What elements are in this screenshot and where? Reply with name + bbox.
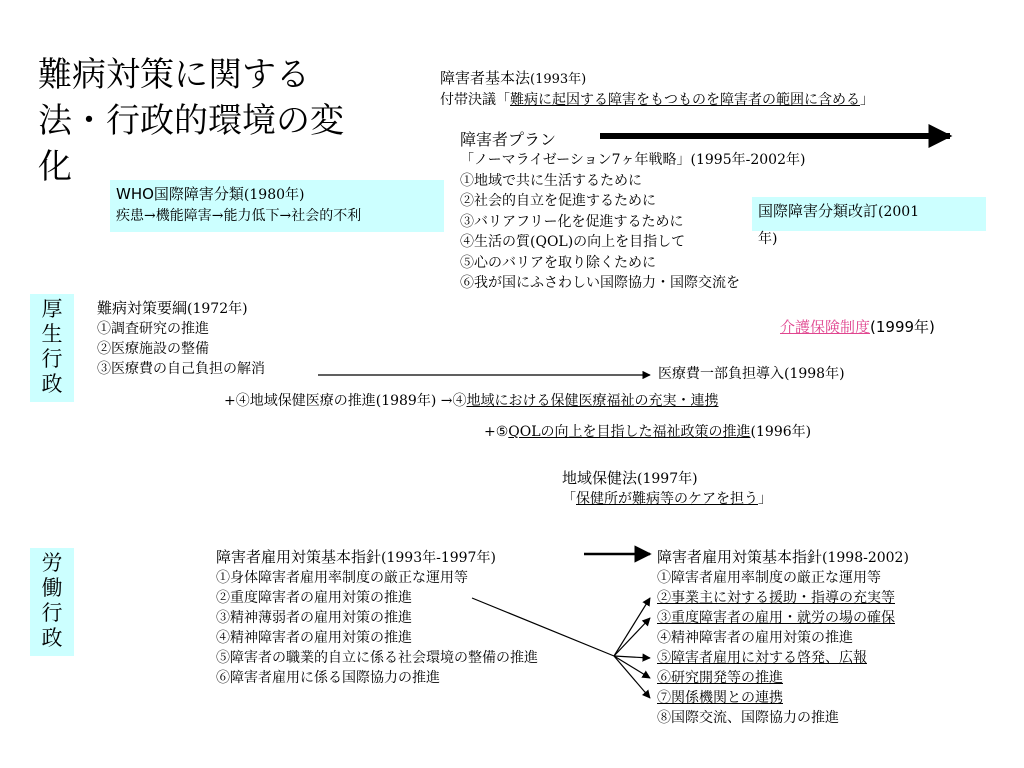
law-1993-quote: 難病に起因する障害をもつものを障害者の範囲に含める xyxy=(510,92,860,108)
law-1993-name: 障害者基本法 xyxy=(440,69,531,87)
koyo-new-item-7: ⑦関係機関との連携 xyxy=(657,690,783,706)
fan-arrow-5 xyxy=(614,656,650,658)
nanbyo-item-2: ②医療施設の整備 xyxy=(97,341,209,357)
koyo-new-item-1: ①障害者雇用率制度の厳正な運用等 xyxy=(657,570,881,586)
koyo-old-item-6: ⑥障害者雇用に係る国際協力の推進 xyxy=(216,670,440,686)
fan-arrow-2 xyxy=(614,598,650,656)
law-1993-suffix: 」 xyxy=(860,92,874,108)
nanbyo-item-3: ③医療費の自己負担の解消 xyxy=(97,361,265,377)
koyo-new-item-5: ⑤障害者雇用に対する啓発、広報 xyxy=(657,650,867,666)
add4-prefix: +④地域保健医療の推進(1989年) →④ xyxy=(224,393,467,409)
chiiki-quote: 保健所が難病等のケアを担う xyxy=(576,491,758,507)
rodo-char-4: 政 xyxy=(41,626,63,650)
page-title-line2: 法・行政的環境の変 xyxy=(38,101,344,141)
fan-arrow-7 xyxy=(614,656,650,698)
koyo-old-item-5: ⑤障害者の職業的自立に係る社会環境の整備の推進 xyxy=(216,650,538,666)
kosei-char-4: 政 xyxy=(41,372,63,396)
iryohi-text: 医療費一部負担導入(1998年) xyxy=(658,366,845,382)
rodo-char-1: 労 xyxy=(41,551,63,575)
nanbyo-name: 難病対策要綱 xyxy=(97,299,188,317)
add5-underlined: QOLの向上を目指した福祉政策の推進 xyxy=(508,424,751,440)
fan-arrow-6 xyxy=(614,656,650,678)
koyo-old-name: 障害者雇用対策基本指針 xyxy=(216,548,382,566)
plan-item-4: ④生活の質(QOL)の向上を目指して xyxy=(460,234,686,250)
plan-name: 障害者プラン xyxy=(460,130,557,149)
koyo-new-item-2: ②事業主に対する援助・指導の充実等 xyxy=(657,590,895,606)
rodo-char-2: 働 xyxy=(41,576,63,600)
plan-item-2: ②社会的自立を促進するために xyxy=(460,193,656,209)
law-1993-year: (1993年) xyxy=(530,72,587,87)
koyo-new-item-6: ⑥研究開発等の推進 xyxy=(657,670,783,686)
koyo-old-item-4: ④精神障害者の雇用対策の推進 xyxy=(216,630,412,646)
plan-item-5: ⑤心のバリアを取り除くために xyxy=(460,254,656,271)
page-title-line3: 化 xyxy=(38,147,72,187)
koyo-old-item-2: ②重度障害者の雇用対策の推進 xyxy=(216,590,412,606)
chiiki-year: (1997年) xyxy=(637,471,698,487)
icf-year2: 年) xyxy=(758,231,778,247)
add4-underlined: 地域における保健医療福祉の充実・連携 xyxy=(466,393,719,409)
icf-year1: (2001 xyxy=(878,204,920,220)
koyo-old-year: (1993年-1997年) xyxy=(381,550,496,566)
add5-suffix: (1996年) xyxy=(750,424,812,440)
kosei-char-1: 厚 xyxy=(41,297,63,321)
kaigo-name: 介護保険制度 xyxy=(780,318,871,336)
chiiki-suffix: 」 xyxy=(758,491,772,507)
koyo-old-item-3: ③精神薄弱者の雇用対策の推進 xyxy=(216,610,412,626)
who-desc: 疾患→機能障害→能力低下→社会的不利 xyxy=(116,208,362,224)
koyo-new-item-4: ④精神障害者の雇用対策の推進 xyxy=(657,630,853,646)
plan-item-1: ①地域で共に生活するために xyxy=(460,172,642,189)
plan-item-6: ⑥我が国にふさわしい国際協力・国際交流を xyxy=(460,275,740,291)
koyo-new-item-8: ⑧国際交流、国際協力の推進 xyxy=(657,710,839,726)
koyo-new-year: (1998-2002) xyxy=(822,550,909,566)
plan-subtitle: 「ノーマライゼーション7ヶ年戦略」(1995年-2002年) xyxy=(460,152,806,168)
koyo-new-item-3: ③重度障害者の雇用・就労の場の確保 xyxy=(657,610,895,626)
icf-name: 国際障害分類改訂 xyxy=(758,202,879,220)
nanbyo-year: (1972年) xyxy=(187,301,248,317)
page-title-line1: 難病対策に関する xyxy=(38,55,310,95)
add5-prefix: +⑤ xyxy=(484,424,509,440)
law-1993-prefix: 付帯決議「 xyxy=(440,92,510,108)
who-year: (1980年) xyxy=(243,187,305,203)
kosei-char-3: 行 xyxy=(41,347,63,371)
who-name: WHO国際障害分類 xyxy=(116,185,244,203)
kosei-char-2: 生 xyxy=(41,322,63,346)
koyo-diagonal-line xyxy=(472,598,614,656)
rodo-char-3: 行 xyxy=(41,601,63,625)
chiiki-name: 地域保健法 xyxy=(562,469,638,487)
plan-item-3: ③バリアフリー化を促進するために xyxy=(460,213,684,230)
nanbyo-item-1: ①調査研究の推進 xyxy=(97,321,209,337)
kaigo-year: (1999年) xyxy=(870,318,935,336)
koyo-new-name: 障害者雇用対策基本指針 xyxy=(657,548,823,566)
chiiki-prefix: 「 xyxy=(562,491,576,507)
koyo-old-item-1: ①身体障害者雇用率制度の厳正な運用等 xyxy=(216,570,468,586)
fan-arrow-3 xyxy=(614,618,650,656)
